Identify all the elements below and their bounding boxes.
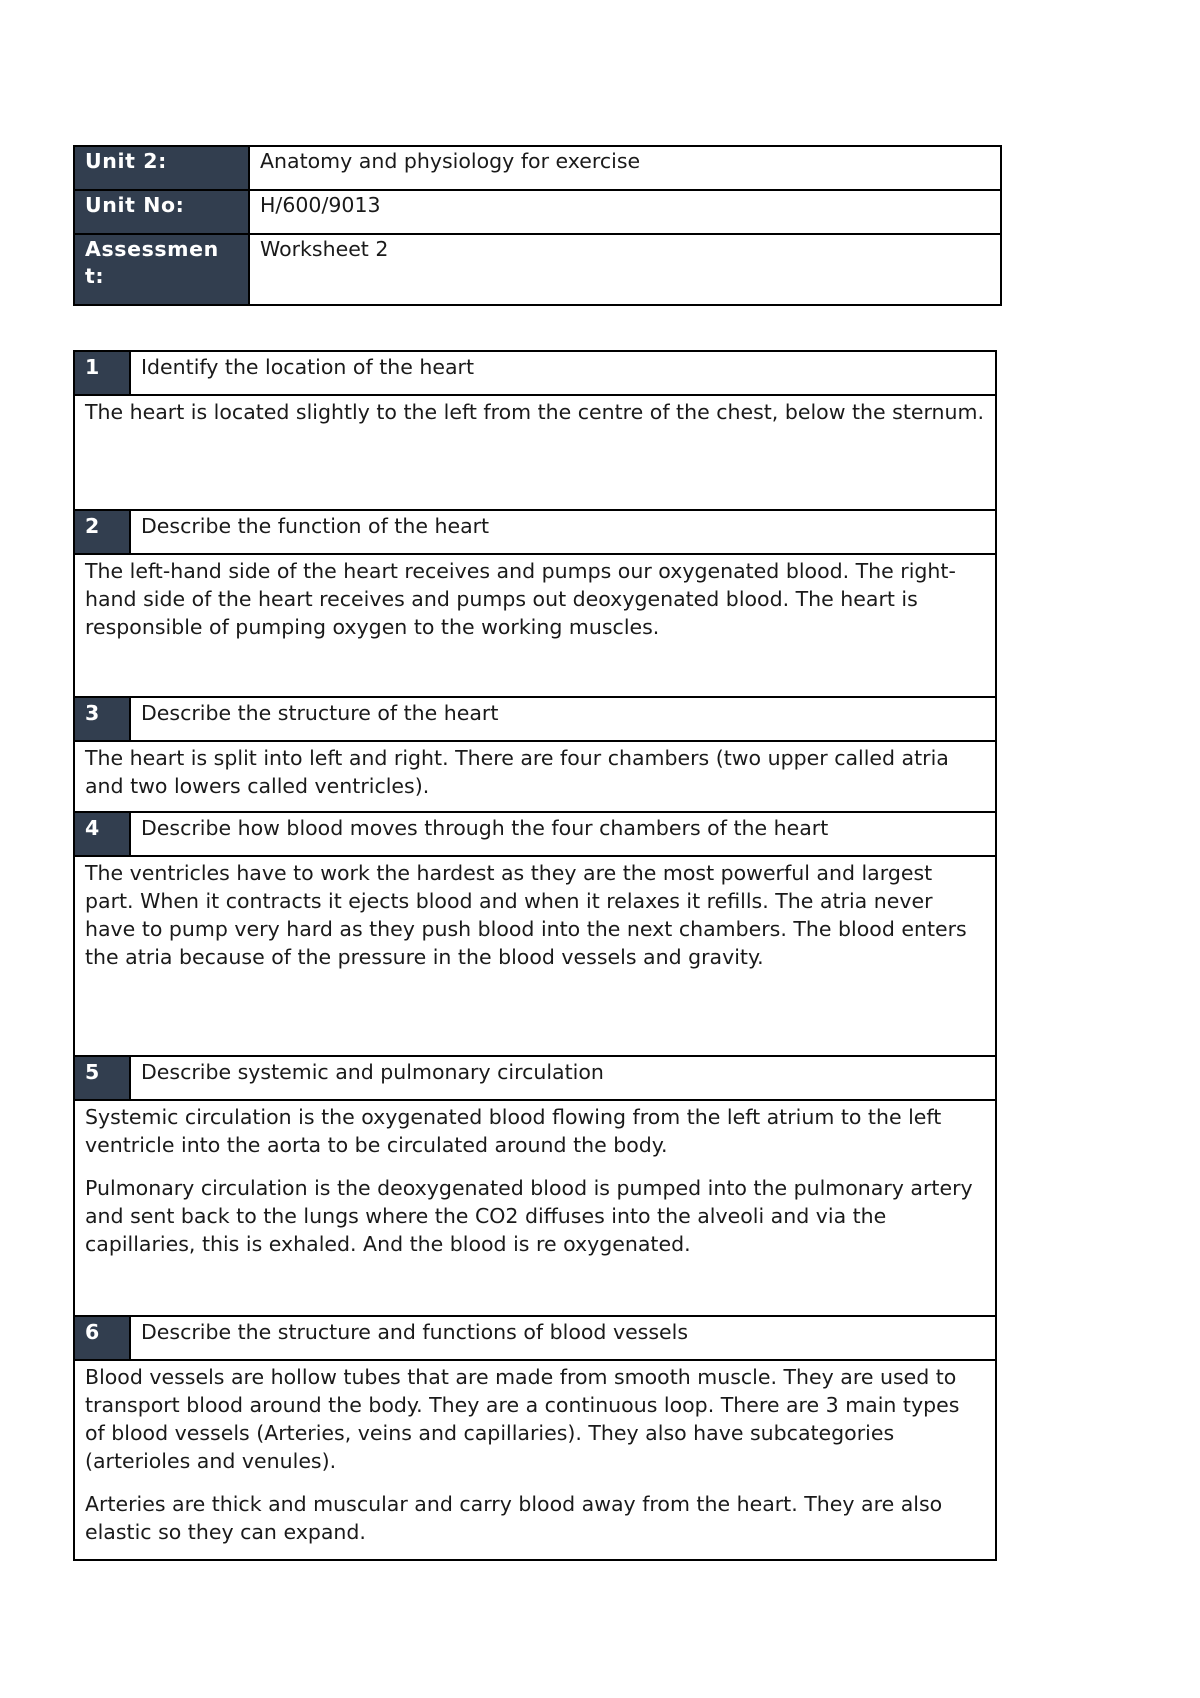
question-text: Identify the location of the heart (130, 351, 996, 395)
answer-paragraph: The heart is located slightly to the left from the centre of the chest, below the sternum. (85, 400, 985, 424)
question-text: Describe the structure of the heart (130, 697, 996, 741)
question-text: Describe the function of the heart (130, 510, 996, 554)
answer-paragraph: The ventricles have to work the hardest as they are the most powerful and largest part. When it contracts it ejects blood and when it relaxes it refills. The atria never have to pump very hard as they push blood into the next chambers. The blood enters the atria because of the pressure in the blood vessels and gravity. (85, 861, 967, 969)
answer-cell (74, 1100, 996, 1316)
question-number: 2 (74, 510, 130, 554)
answer-cell (74, 1360, 996, 1560)
answer-cell (74, 395, 996, 510)
answer-paragraph: The heart is split into left and right. There are four chambers (two upper called atria and two lowers called ventricles). (85, 746, 949, 798)
question-number: 5 (74, 1056, 130, 1100)
answer-row-4 (74, 856, 996, 1056)
unit-no-value: H/600/9013 (249, 190, 1001, 234)
question-row-1 (74, 351, 996, 395)
answer-paragraph: Arteries are thick and muscular and carry blood away from the heart. They are also elastic so they can expand. (85, 1492, 943, 1544)
question-row-5 (74, 1056, 996, 1100)
answer-paragraph: Systemic circulation is the oxygenated blood flowing from the left atrium to the left ventricle into the aorta to be circulated around the body. (85, 1105, 942, 1157)
answer-paragraph: Blood vessels are hollow tubes that are made from smooth muscle. They are used to transport blood around the body. They are a continuous loop. There are 3 main types of blood vessels (Arteries, veins and capillaries). They also have subcategories (arterioles and venules). (85, 1365, 960, 1473)
question-number: 1 (74, 351, 130, 395)
answer-cell (74, 741, 996, 812)
answer-row-2 (74, 554, 996, 697)
answer-row-5 (74, 1100, 996, 1316)
assessment-row (74, 234, 1001, 305)
question-number: 3 (74, 697, 130, 741)
answer-paragraph: Pulmonary circulation is the deoxygenated blood is pumped into the pulmonary artery and sent back to the lungs where the CO2 diffuses into the alveoli and via the capillaries, this is exhaled. And the blood is re oxygenated. (85, 1176, 973, 1256)
worksheet-questions-table (73, 350, 997, 1561)
unit-value: Anatomy and physiology for exercise (249, 146, 1001, 190)
answer-row-6 (74, 1360, 996, 1560)
answer-cell (74, 856, 996, 1056)
question-text: Describe the structure and functions of blood vessels (130, 1316, 996, 1360)
question-row-4 (74, 812, 996, 856)
question-number: 4 (74, 812, 130, 856)
answer-paragraph: The left-hand side of the heart receives and pumps our oxygenated blood. The right-hand side of the heart receives and pumps out deoxygenated blood. The heart is responsible of pumping oxygen to the working muscles. (85, 559, 956, 639)
answer-row-1 (74, 395, 996, 510)
question-number: 6 (74, 1316, 130, 1360)
unit-no-label: Unit No: (74, 190, 249, 234)
assessment-label: Assessmen t: (74, 234, 249, 305)
question-text: Describe how blood moves through the four chambers of the heart (130, 812, 996, 856)
assessment-value: Worksheet 2 (249, 234, 1001, 305)
unit-info-table (73, 145, 1002, 306)
answer-cell (74, 554, 996, 697)
unit-row (74, 146, 1001, 190)
question-row-2 (74, 510, 996, 554)
question-row-3 (74, 697, 996, 741)
unit-label: Unit 2: (74, 146, 249, 190)
question-text: Describe systemic and pulmonary circulation (130, 1056, 996, 1100)
question-row-6 (74, 1316, 996, 1360)
answer-row-3 (74, 741, 996, 812)
unit-no-row (74, 190, 1001, 234)
